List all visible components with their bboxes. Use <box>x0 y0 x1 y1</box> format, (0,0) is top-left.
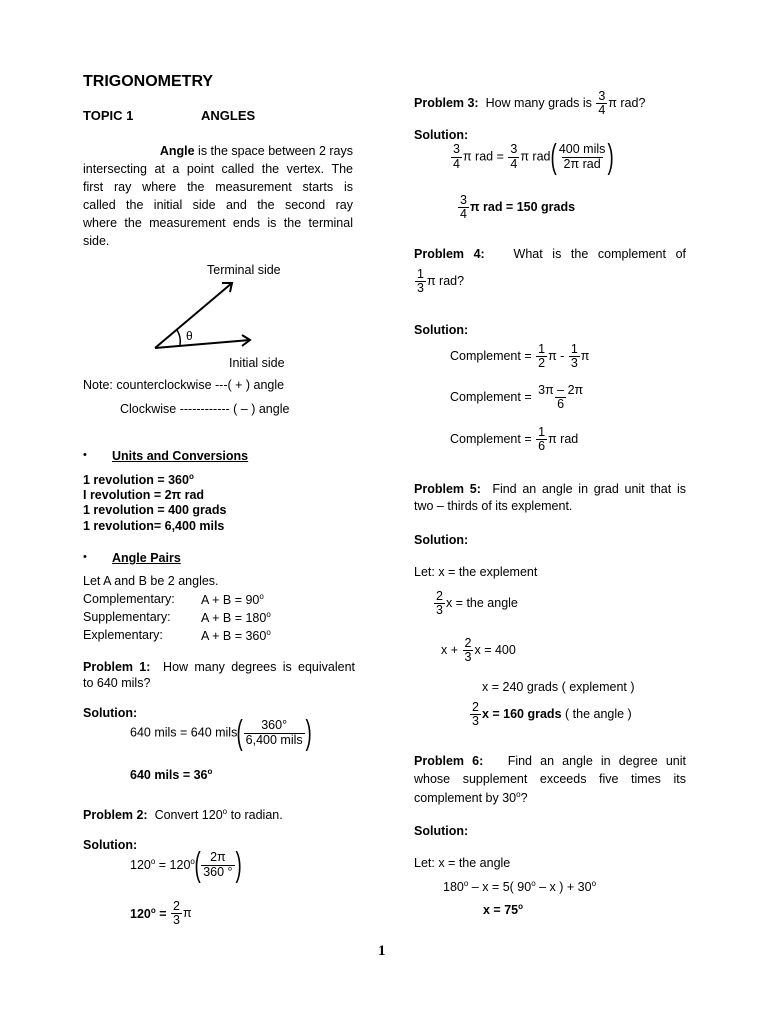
problem-6-question-line-3: complement by 30$^o$? <box>414 790 528 805</box>
problem-5-step-3: x = 240 grads ( explement ) <box>482 680 635 694</box>
problem-3-answer: $\frac{3}{4}$ π rad = 150 grads <box>460 193 576 222</box>
topic-name: ANGLES <box>201 108 256 123</box>
pair-explementary-name: Explementary: <box>83 628 163 642</box>
problem-4-solution-label: Solution: <box>414 323 469 337</box>
bullet-units: • <box>83 449 87 461</box>
intro-line-6: side. <box>83 234 110 248</box>
intro-line-2: intersecting at a point called the vertex. The <box>83 162 353 176</box>
units-line-2: I revolution = 2π rad <box>83 488 205 502</box>
problem-2-question: Problem 2: Convert 120$^o$ to radian. <box>83 807 283 822</box>
pair-complementary-name: Complementary: <box>83 592 175 606</box>
terminal-side-label: Terminal side <box>207 263 281 277</box>
intro-line-5: where the measurement ends is the terminal <box>83 216 353 230</box>
problem-1-solution-label: Solution: <box>83 706 138 720</box>
problem-6-let: Let: x = the angle <box>414 856 511 870</box>
problem-1-equation: 640 mils = 640 mils( $\frac{360^\circ}{\text{6,400 mils}}$ ) <box>130 714 312 752</box>
problem-1-answer: 640 mils = $36^o$ <box>130 767 213 782</box>
topic-number: TOPIC 1 <box>83 108 134 123</box>
pairs-heading: Angle Pairs <box>112 551 181 565</box>
intro-paragraph <box>83 142 353 250</box>
initial-side-label: Initial side <box>229 356 285 370</box>
problem-5-let: Let: x = the explement <box>414 565 538 579</box>
note-clockwise: Clockwise ------------ ( – ) angle <box>120 402 290 416</box>
page-number: 1 <box>378 943 386 959</box>
problem-4-question-line-1: Problem 4: What is the complement of <box>414 247 687 261</box>
problem-6-question-line-1: Problem 6: Find an angle in degree unit <box>414 754 686 768</box>
initial-ray <box>155 340 250 348</box>
units-line-1: 1 revolution = $360^o$ <box>83 472 194 487</box>
problem-6-equation: 180$^o$ – x = 5( 90$^o$ – x ) + $30^o$ <box>443 879 597 894</box>
pair-supplementary-eq: $A + B = 180^o$ <box>201 610 271 625</box>
angle-arc <box>177 330 180 345</box>
note-counterclockwise: Note: counterclockwise ---( + ) angle <box>83 378 285 392</box>
units-heading: Units and Conversions <box>112 449 249 463</box>
problem-5-question-line-1: Problem 5: Find an angle in grad unit that is <box>414 482 686 496</box>
problem-1-question-line-2: to 640 mils? <box>83 676 151 690</box>
intro-line-3: first ray where the measurement starts is <box>83 180 353 194</box>
problem-3-solution-label: Solution: <box>414 128 469 142</box>
problem-5-solution-label: Solution: <box>414 533 469 547</box>
bullet-pairs: • <box>83 551 87 563</box>
problem-4-step-2: Complement = $\frac{3\pi - 2\pi}{6}$ <box>450 383 584 412</box>
problem-2-equation: $120^o = 120^o$( $\frac{2\pi}{360 ^\circ}$ ) <box>130 846 242 884</box>
problem-2-solution-label: Solution: <box>83 838 138 852</box>
units-line-3: 1 revolution = 400 grads <box>83 503 227 517</box>
problem-5-step-2: x + $\frac{2}{3}$ x = 400 <box>441 636 516 665</box>
page-title: TRIGONOMETRY <box>83 73 214 90</box>
pair-explementary-eq: $A + B = 360^o$ <box>201 628 271 643</box>
problem-5-answer: $\frac{2}{3}$ x = 160 grads ( the angle ) <box>472 700 632 729</box>
units-line-4: 1 revolution= 6,400 mils <box>83 519 225 533</box>
angle-diagram <box>150 275 260 355</box>
problem-5-step-1: $\frac{2}{3}$ x = the angle <box>436 589 518 618</box>
problem-6-answer: $x = 75^o$ <box>483 902 523 917</box>
problem-4-step-1: Complement = $\frac{1}{2}$ π - $\frac{1}{3}$ π <box>450 342 590 371</box>
pair-complementary-eq: $A + B = 90^o$ <box>201 592 264 607</box>
theta-symbol: θ <box>186 329 193 343</box>
problem-3-question: Problem 3: How many grads is $\frac{3}{4}$ π rad? <box>414 89 646 118</box>
problem-6-solution-label: Solution: <box>414 824 469 838</box>
intro-line-4: called the initial side and the second ray <box>83 198 353 212</box>
pair-supplementary-name: Supplementary: <box>83 610 171 624</box>
problem-4-question-line-2: $\frac{1}{3}$ π rad? <box>417 267 465 296</box>
problem-2-answer: $120^o$ = $\frac{2}{3}$ π <box>130 899 192 928</box>
terminal-ray <box>155 283 232 348</box>
pairs-intro: Let A and B be 2 angles. <box>83 574 219 588</box>
intro-line-1: is the space between 2 rays <box>198 144 353 158</box>
problem-3-equation: $\frac{3}{4}$ π rad = $\frac{3}{4}$ π rad( $\frac{\text{400 mils}}{\text{2π rad}}$ ) <box>453 138 615 176</box>
problem-4-step-3: Complement = $\frac{1}{6}$ π rad <box>450 425 579 454</box>
problem-5-question-line-2: two – thirds of its explement. <box>414 499 573 513</box>
intro-lead: Angle <box>159 144 195 158</box>
problem-6-question-line-2: whose supplement exceeds five times its <box>414 772 686 786</box>
problem-1-question-line-1: Problem 1: How many degrees is equivalent <box>83 660 356 674</box>
